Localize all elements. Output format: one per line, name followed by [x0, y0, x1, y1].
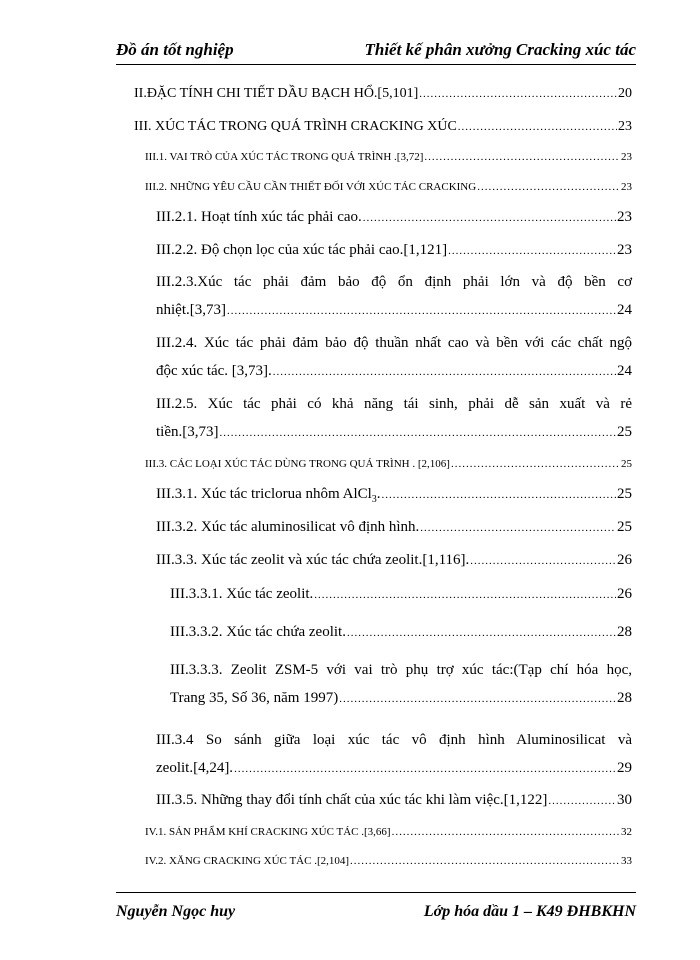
- toc-entry-page: 33: [621, 855, 632, 867]
- toc-entry[interactable]: [145, 181, 632, 193]
- toc-leader: [419, 88, 617, 100]
- toc-leader: [339, 693, 616, 705]
- toc-entry[interactable]: [156, 552, 632, 569]
- toc-leader: [382, 489, 616, 501]
- toc-entry-title: II.ĐẶC TÍNH CHI TIẾT DẦU BẠCH HỔ.[5,101]: [134, 86, 419, 101]
- toc-entry[interactable]: [170, 586, 632, 603]
- toc-entry[interactable]: [145, 826, 632, 838]
- toc-leader: [392, 826, 620, 838]
- toc-entry-line1: III.3.4 So sánh giữa loại xúc tác vô định hình Aluminosilicat và: [156, 732, 632, 748]
- toc-leader: [347, 627, 616, 639]
- toc-entry[interactable]: [134, 86, 632, 102]
- toc-entry-title: III.3. CÁC LOẠI XÚC TÁC DÙNG TRONG QUÁ TRÌNH . [2,106]: [145, 458, 450, 470]
- toc-entry-line1: III.3.3.3. Zeolit ZSM-5 với vai trò phụ trợ xúc tác:(Tạp chí hóa học,: [170, 662, 632, 678]
- toc-entry-title: III.2. NHỮNG YÊU CẦU CẦN THIẾT ĐỐI VỚI XÚC TÁC CRACKING: [145, 181, 477, 193]
- toc-entry-title: độc xúc tác. [3,73].: [156, 363, 272, 379]
- toc-leader: [424, 151, 620, 163]
- toc-entry-title: III.3.1. Xúc tác triclorua nhôm AlCl$_3$.: [156, 486, 381, 505]
- toc-leader: [420, 522, 616, 534]
- toc-entry-page: 28: [617, 690, 632, 706]
- toc-leader: [458, 121, 617, 133]
- toc-entry-line1: III.2.3.Xúc tác phải đảm bảo độ ổn định phải lớn và độ bền cơ: [156, 274, 632, 290]
- toc-entry-page: 25: [621, 458, 632, 470]
- toc-entry-title: III.3.2. Xúc tác aluminosilicat vô định hình.: [156, 519, 420, 535]
- toc-leader: [448, 245, 616, 257]
- toc-leader: [227, 305, 616, 317]
- page-footer: [116, 892, 636, 923]
- toc-entry[interactable]: [156, 209, 632, 226]
- header-left-title: Đồ án tốt nghiệp: [116, 40, 234, 59]
- toc-entry[interactable]: [156, 424, 632, 441]
- toc-entry-page: 23: [621, 181, 632, 193]
- toc-entry-title: nhiệt.[3,73]: [156, 302, 226, 318]
- toc-entry-title: III.2.2. Độ chọn lọc của xúc tác phải cao.[1,121]: [156, 242, 448, 258]
- toc-entry[interactable]: [145, 855, 632, 867]
- toc-leader: [234, 763, 616, 775]
- toc-entry[interactable]: [156, 302, 632, 319]
- footer-author: Nguyễn Ngọc huy: [116, 903, 236, 920]
- toc-entry-title: IV.2. XĂNG CRACKING XÚC TÁC .[2,104]: [145, 855, 350, 867]
- toc-entry-title: tiền.[3,73]: [156, 424, 219, 440]
- toc-leader: [477, 181, 620, 193]
- toc-entry[interactable]: [156, 242, 632, 259]
- toc-entry-page: 25: [617, 519, 632, 535]
- footer-class: Lớp hóa dầu 1 – K49 ĐHBKHN: [423, 903, 636, 920]
- toc-entry-line1: III.2.5. Xúc tác phải có khả năng tái sinh, phải dễ sản xuất và rẻ: [156, 396, 632, 412]
- toc-entry-title: III. XÚC TÁC TRONG QUÁ TRÌNH CRACKING XÚC: [134, 119, 457, 134]
- toc-entry[interactable]: [170, 690, 632, 707]
- toc-leader: [363, 212, 616, 224]
- toc-entry-page: 23: [617, 209, 632, 225]
- toc-leader: [548, 795, 616, 807]
- toc-entry[interactable]: [170, 624, 632, 641]
- toc-entry-page: 25: [617, 486, 632, 502]
- toc-entry[interactable]: [156, 760, 632, 777]
- page-header: [116, 38, 636, 65]
- toc-entry-title: IV.1. SẢN PHẨM KHÍ CRACKING XÚC TÁC .[3,66]: [145, 826, 391, 838]
- toc-entry-page: 24: [617, 302, 632, 318]
- toc-entry[interactable]: [156, 519, 632, 536]
- toc-entry-title: III.3.5. Những thay đổi tính chất của xúc tác khi làm việc.[1,122]: [156, 792, 548, 808]
- toc-leader: [273, 366, 616, 378]
- toc-entry-line1: III.2.4. Xúc tác phải đảm bảo độ thuần nhất cao và bền với các chất ngộ: [156, 335, 632, 351]
- header-right-title: Thiết kế phân xưởng Cracking xúc tác: [364, 40, 636, 59]
- toc-entry-page: 32: [621, 826, 632, 838]
- toc-entry[interactable]: [156, 363, 632, 380]
- toc-entry-title: zeolit.[4,24].: [156, 760, 234, 776]
- toc-entry[interactable]: [134, 119, 632, 135]
- toc-entry-title: III.1. VAI TRÒ CỦA XÚC TÁC TRONG QUÁ TRÌNH .[3,72]: [145, 151, 424, 163]
- toc-entry-title: III.3.3.1. Xúc tác zeolit.: [170, 586, 314, 602]
- toc-entry-page: 24: [617, 363, 632, 379]
- toc-entry-title: III.3.3. Xúc tác zeolit và xúc tác chứa zeolit.[1,116].: [156, 552, 470, 568]
- toc-entry[interactable]: [156, 792, 632, 809]
- toc-entry-page: 23: [618, 119, 632, 134]
- toc-entry-title: Trang 35, Số 36, năm 1997): [170, 690, 339, 706]
- toc-entry-title: III.2.1. Hoạt tính xúc tác phải cao.: [156, 209, 362, 225]
- toc-entry-page: 23: [617, 242, 632, 258]
- toc-leader: [314, 589, 616, 601]
- toc-entry-page: 20: [618, 86, 632, 101]
- toc-entry-page: 23: [621, 151, 632, 163]
- toc-entry-page: 25: [617, 424, 632, 440]
- toc-leader: [219, 427, 616, 439]
- toc-entry[interactable]: [156, 486, 632, 505]
- toc-leader: [451, 458, 620, 470]
- toc-entry[interactable]: [145, 151, 632, 163]
- toc-entry-page: 30: [617, 792, 632, 808]
- toc-entry-page: 26: [617, 586, 632, 602]
- toc-leader: [470, 555, 616, 567]
- toc-entry-title: III.3.3.2. Xúc tác chứa zeolit.: [170, 624, 346, 640]
- toc-entry-page: 26: [617, 552, 632, 568]
- toc-entry-page: 29: [617, 760, 632, 776]
- toc-entry[interactable]: [145, 458, 632, 470]
- toc-leader: [350, 855, 620, 867]
- toc-entry-page: 28: [617, 624, 632, 640]
